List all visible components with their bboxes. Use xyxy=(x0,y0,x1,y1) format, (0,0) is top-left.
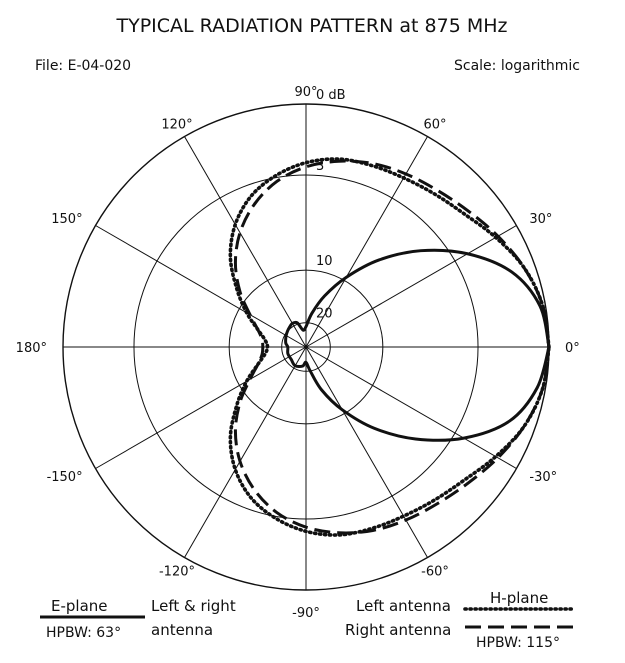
legend-right-antenna-label: Right antenna xyxy=(345,621,452,639)
grid-spoke-210 xyxy=(96,347,306,469)
angle-tick-label: 60° xyxy=(423,117,447,133)
radial-tick-label: 20 xyxy=(316,306,333,322)
legend-e-plane-desc-2: antenna xyxy=(151,621,214,639)
chart-title: TYPICAL RADIATION PATTERN at 875 MHz xyxy=(116,15,508,37)
angle-tick-label: 90° xyxy=(294,85,318,100)
legend-e-plane-label: E-plane xyxy=(51,597,108,615)
legend-left-antenna-label: Left antenna xyxy=(356,597,452,615)
legend-h-plane-label: H-plane xyxy=(490,589,549,607)
angle-tick-label: 180° xyxy=(15,341,47,356)
legend-h-plane xyxy=(345,589,575,651)
radial-tick-label: 3 xyxy=(316,159,325,174)
angle-tick-label: -150° xyxy=(46,470,83,485)
polar-grid xyxy=(63,104,549,590)
legend-e-plane xyxy=(40,597,236,641)
angle-tick-label: -120° xyxy=(158,564,196,580)
file-label: File: E-04-020 xyxy=(35,58,132,74)
radial-tick-label: 0 dB xyxy=(316,88,346,103)
grid-spoke-150 xyxy=(96,226,306,348)
legend-h-plane-hpbw: HPBW: 115° xyxy=(476,635,560,651)
angle-tick-label: 0° xyxy=(565,341,580,356)
grid-spoke-30 xyxy=(306,226,516,348)
legend-e-plane-desc-1: Left & right xyxy=(151,597,236,615)
angle-tick-label: 30° xyxy=(529,212,553,227)
legend-e-plane-hpbw: HPBW: 63° xyxy=(46,625,122,641)
angle-tick-label: -60° xyxy=(421,564,449,580)
angle-tick-label: 120° xyxy=(161,117,193,133)
angle-tick-label: -90° xyxy=(292,606,320,621)
angle-tick-label: 150° xyxy=(51,212,83,227)
angle-tick-label: -30° xyxy=(529,470,558,485)
scale-label: Scale: logarithmic xyxy=(454,58,580,74)
grid-spoke-300 xyxy=(306,347,428,557)
radial-tick-label: 10 xyxy=(316,254,333,270)
